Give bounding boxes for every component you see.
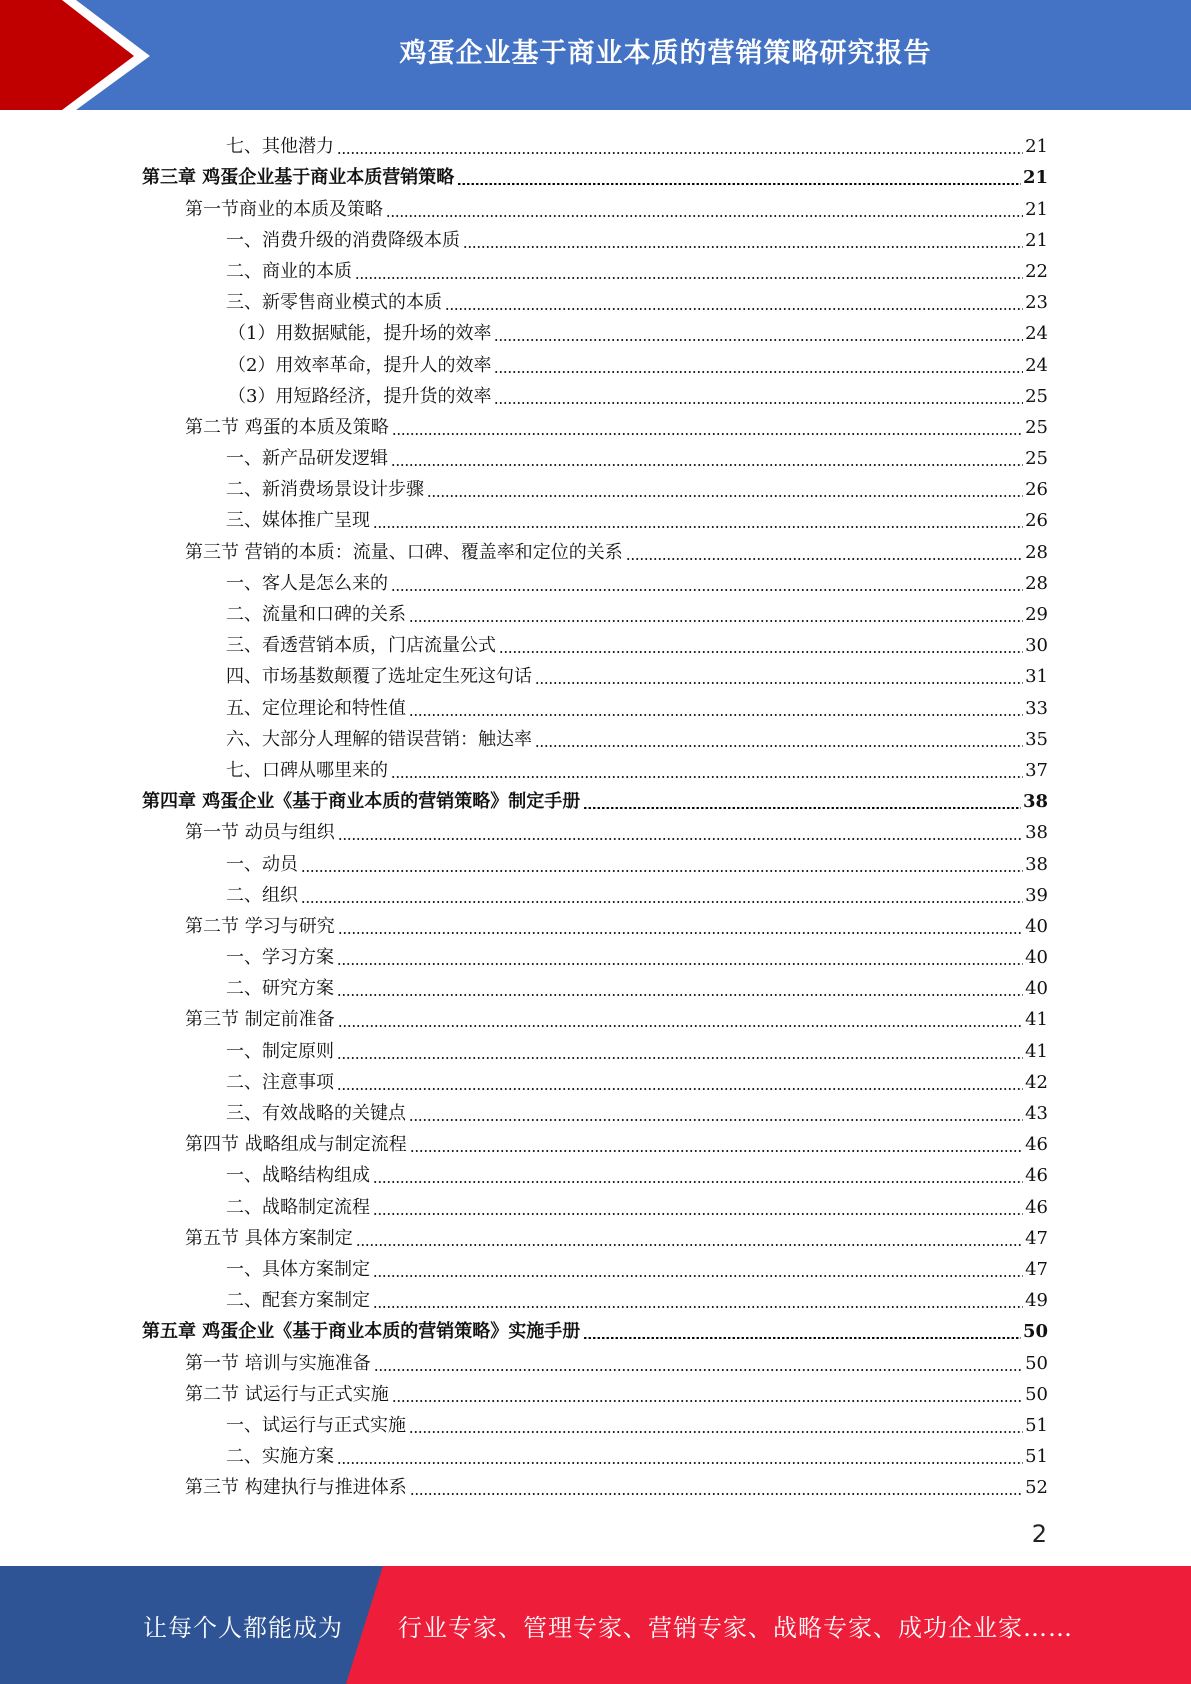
toc-entry-title: 第四节 战略组成与制定流程 [185,1134,407,1156]
toc-entry[interactable] [142,158,1048,189]
toc-entry[interactable] [142,1156,1048,1187]
toc-entry-page: 52 [1025,1477,1048,1499]
toc-entry-title: 第二节 试运行与正式实施 [185,1383,389,1405]
toc-dot-leader [392,433,1023,435]
toc-entry[interactable] [142,720,1048,751]
toc-entry-page: 38 [1025,822,1048,844]
toc-dot-leader [338,1025,1023,1027]
toc-entry-page: 50 [1022,1321,1048,1343]
toc-entry-title: 第一节 培训与实施准备 [185,1352,371,1374]
toc-entry-page: 47 [1025,1227,1048,1249]
toc-entry-title: （2）用效率革命，提升人的效率 [228,354,492,376]
toc-entry-title: 二、新消费场景设计步骤 [226,479,424,501]
toc-entry-title: 二、研究方案 [226,978,334,1000]
toc-entry-page: 39 [1025,884,1048,906]
toc-entry-page: 31 [1025,666,1048,688]
toc-dot-leader [409,620,1023,622]
toc-entry-title: 第三节 构建执行与推进体系 [185,1477,407,1499]
toc-dot-leader [392,1400,1023,1402]
toc-dot-leader [535,745,1023,747]
toc-entry[interactable] [142,564,1048,595]
toc-dot-leader [373,1306,1023,1308]
toc-entry-page: 35 [1025,728,1048,750]
toc-entry[interactable] [142,844,1048,875]
page-header [0,0,1191,110]
toc-entry[interactable] [142,876,1048,907]
toc-entry[interactable] [142,439,1048,470]
toc-entry[interactable] [142,189,1048,220]
footer-slogan-right: 行业专家、管理专家、营销专家、战略专家、成功企业家…… [398,1613,1073,1642]
toc-entry-title: 三、新零售商业模式的本质 [226,292,442,314]
toc-dot-leader [583,807,1021,809]
toc-dot-leader [337,1088,1023,1090]
toc-entry[interactable] [142,1281,1048,1312]
toc-dot-leader [338,838,1023,840]
header-red-arrow [0,0,150,110]
toc-entry-page: 46 [1025,1196,1048,1218]
toc-dot-leader [337,152,1023,154]
toc-entry[interactable] [142,969,1048,1000]
toc-entry-page: 41 [1025,1040,1048,1062]
toc-entry-page: 37 [1025,759,1048,781]
toc-entry[interactable] [142,1031,1048,1062]
toc-entry-title: （3）用短路经济，提升货的效率 [228,385,492,407]
toc-dot-leader [355,277,1023,279]
toc-entry-page: 40 [1025,978,1048,1000]
toc-entry-title: 二、注意事项 [226,1071,334,1093]
toc-entry[interactable] [142,813,1048,844]
toc-entry-title: 一、消费升级的消费降级本质 [226,229,460,251]
toc-dot-leader [457,183,1021,185]
toc-dot-leader [301,870,1023,872]
toc-dot-leader [301,901,1023,903]
toc-entry-page: 26 [1025,479,1048,501]
toc-dot-leader [337,1057,1023,1059]
toc-dot-leader [494,339,1023,341]
toc-entry[interactable] [142,1063,1048,1094]
toc-entry[interactable] [142,501,1048,532]
toc-entry-page: 23 [1025,292,1048,314]
toc-entry-title: 一、具体方案制定 [226,1258,370,1280]
toc-entry-title: 一、试运行与正式实施 [226,1414,406,1436]
toc-entry-page: 50 [1025,1383,1048,1405]
toc-entry-page: 40 [1025,947,1048,969]
toc-entry-title: 二、流量和口碑的关系 [226,604,406,625]
toc-entry-page: 25 [1025,416,1048,438]
toc-entry[interactable] [142,221,1048,252]
toc-entry-title: 第三节 营销的本质：流量、口碑、覆盖率和定位的关系 [185,541,623,563]
toc-entry[interactable] [142,1094,1048,1125]
toc-entry-title: 第三章 鸡蛋企业基于商业本质营销策略 [142,167,455,189]
toc-entry-title: 第二节 鸡蛋的本质及策略 [185,416,389,438]
page-footer [0,1566,1191,1684]
toc-entry-page: 47 [1025,1258,1048,1280]
toc-dot-leader [583,1337,1021,1339]
toc-entry-page: 25 [1025,385,1048,407]
toc-entry-page: 46 [1025,1134,1048,1156]
toc-entry[interactable] [142,127,1048,158]
toc-entry-page: 46 [1025,1165,1048,1187]
toc-entry-title: （1）用数据赋能，提升场的效率 [228,323,492,345]
toc-entry[interactable] [142,1468,1048,1499]
toc-entry-page: 21 [1022,167,1048,189]
toc-dot-leader [410,1150,1023,1152]
toc-dot-leader [337,963,1023,965]
toc-entry-title: 一、制定原则 [226,1040,334,1062]
toc-entry-title: 二、组织 [226,884,298,906]
toc-entry[interactable] [142,314,1048,345]
toc-dot-leader [410,1493,1023,1495]
toc-entry-title: 第四章 鸡蛋企业《基于商业本质的营销策略》制定手册 [142,791,581,813]
toc-entry[interactable] [142,345,1048,376]
toc-dot-leader [427,495,1023,497]
toc-dot-leader [337,994,1023,996]
toc-entry[interactable] [142,1219,1048,1250]
toc-entry[interactable] [142,938,1048,969]
toc-entry-title: 二、配套方案制定 [226,1290,370,1312]
toc-entry[interactable] [142,1375,1048,1406]
toc-entry[interactable] [142,751,1048,782]
toc-entry-title: 一、新产品研发逻辑 [226,448,388,470]
toc-entry-title: 第一节 动员与组织 [185,822,335,844]
toc-dot-leader [535,682,1023,684]
toc-entry[interactable] [142,907,1048,938]
toc-entry-title: 第二节 学习与研究 [185,915,335,937]
toc-entry-page: 43 [1025,1103,1048,1124]
toc-dot-leader [391,464,1023,466]
toc-entry-title: 第五章 鸡蛋企业《基于商业本质的营销策略》实施手册 [142,1321,581,1343]
toc-entry[interactable] [142,1187,1048,1218]
toc-dot-leader [445,308,1023,310]
toc-entry[interactable] [142,1125,1048,1156]
toc-dot-leader [337,1462,1023,1464]
toc-entry-page: 24 [1025,323,1048,345]
toc-entry[interactable] [142,1312,1048,1343]
toc-entry-title: 二、战略制定流程 [226,1196,370,1218]
toc-entry-title: 一、动员 [226,853,298,875]
toc-entry-page: 38 [1025,853,1048,875]
toc-entry-page: 21 [1025,136,1048,158]
toc-dot-leader [409,1431,1023,1433]
toc-entry-title: 第一节商业的本质及策略 [185,198,383,220]
toc-dot-leader [494,371,1023,373]
toc-entry[interactable] [142,595,1048,626]
toc-entry[interactable] [142,377,1048,408]
toc-entry-page: 38 [1022,791,1048,813]
toc-entry-page: 41 [1025,1009,1048,1031]
toc-dot-leader [338,932,1023,934]
toc-entry-page: 51 [1025,1446,1048,1468]
toc-entry-title: 二、商业的本质 [226,260,352,282]
toc-entry-title: 一、客人是怎么来的 [226,572,388,594]
toc-entry-title: 一、学习方案 [226,947,334,969]
toc-entry-title: 五、定位理论和特性值 [226,697,406,719]
toc-entry-page: 30 [1025,635,1048,657]
toc-dot-leader [374,1369,1023,1371]
toc-dot-leader [499,651,1023,653]
toc-entry-title: 七、其他潜力 [226,136,334,158]
toc-dot-leader [356,1244,1023,1246]
toc-entry[interactable] [142,1437,1048,1468]
toc-entry[interactable] [142,252,1048,283]
page-number: 2 [1031,1520,1047,1548]
toc-dot-leader [409,714,1023,716]
toc-dot-leader [373,526,1023,528]
toc-entry[interactable] [142,532,1048,563]
toc-dot-leader [373,1213,1023,1215]
toc-entry-page: 25 [1025,448,1048,470]
toc-entry-title: 第三节 制定前准备 [185,1009,335,1031]
toc-entry-title: 一、战略结构组成 [226,1165,370,1187]
toc-entry-page: 26 [1025,510,1048,532]
toc-entry[interactable] [142,657,1048,688]
toc-entry[interactable] [142,626,1048,657]
toc-dot-leader [409,1119,1023,1121]
toc-entry-page: 24 [1025,354,1048,376]
toc-entry[interactable] [142,470,1048,501]
toc-entry[interactable] [142,782,1048,813]
toc-entry-title: 第五节 具体方案制定 [185,1227,353,1249]
toc-entry-title: 六、大部分人理解的错误营销：触达率 [226,728,532,750]
toc-entry-page: 22 [1025,260,1048,282]
toc-entry-page: 42 [1025,1071,1048,1093]
toc-dot-leader [391,589,1023,591]
toc-entry-page: 49 [1025,1290,1048,1312]
toc-entry[interactable] [142,1406,1048,1437]
toc-dot-leader [373,1181,1023,1183]
toc-entry-page: 33 [1025,697,1048,719]
toc-entry[interactable] [142,688,1048,719]
footer-slogan-left: 让每个人都能成为 [143,1613,343,1642]
toc-entry-title: 二、实施方案 [226,1446,334,1468]
toc-entry-page: 40 [1025,915,1048,937]
toc-entry-page: 21 [1025,229,1048,251]
toc-dot-leader [386,215,1023,217]
toc-entry[interactable] [142,1250,1048,1281]
toc-entry-title: 七、口碑从哪里来的 [226,759,388,781]
toc-entry-page: 21 [1025,198,1048,220]
toc-dot-leader [373,1275,1023,1277]
toc-dot-leader [391,776,1023,778]
toc-entry[interactable] [142,1000,1048,1031]
toc-entry-title: 四、市场基数颠覆了选址定生死这句话 [226,666,532,688]
toc-entry[interactable] [142,408,1048,439]
toc-entry-page: 50 [1025,1352,1048,1374]
toc-entry-title: 三、媒体推广呈现 [226,510,370,532]
toc-dot-leader [494,402,1023,404]
toc-entry-page: 51 [1025,1414,1048,1436]
toc-entry[interactable] [142,1343,1048,1374]
toc-entry-page: 28 [1025,541,1048,563]
toc-entry-title: 三、有效战略的关键点 [226,1103,406,1124]
toc-entry[interactable] [142,283,1048,314]
toc-dot-leader [463,246,1023,248]
toc-dot-leader [626,558,1023,560]
report-title: 鸡蛋企业基于商业本质的营销策略研究报告 [399,37,932,69]
table-of-contents [142,127,1048,1499]
toc-entry-page: 28 [1025,572,1048,594]
toc-entry-page: 29 [1025,604,1048,625]
toc-entry-title: 三、看透营销本质，门店流量公式 [226,635,496,657]
